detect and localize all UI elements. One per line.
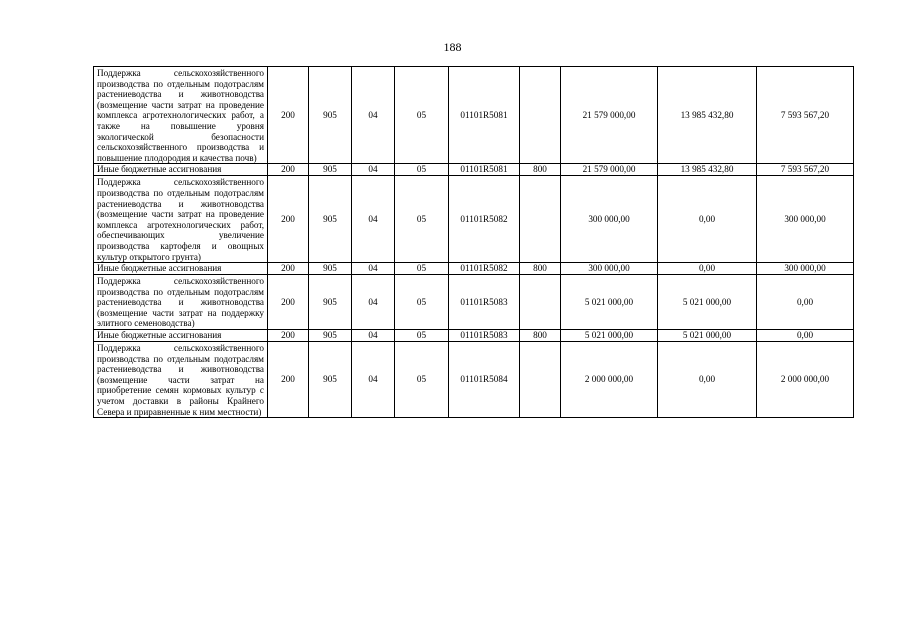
cell-type: 800 [520, 263, 561, 275]
cell-amount3: 2 000 000,00 [757, 342, 854, 418]
cell-type [520, 176, 561, 263]
cell-amount3: 0,00 [757, 330, 854, 342]
cell-amount1: 5 021 000,00 [561, 330, 658, 342]
budget-table [93, 66, 854, 418]
cell-code1: 200 [268, 342, 309, 418]
cell-amount2: 5 021 000,00 [658, 275, 757, 330]
cell-code1: 200 [268, 330, 309, 342]
cell-amount3: 7 593 567,20 [757, 67, 854, 164]
cell-code2: 905 [309, 330, 352, 342]
cell-target: 01101R5083 [449, 330, 520, 342]
row-name: Поддержка сельскохозяйственного производства по отдельным подотраслям растениеводства и животноводства (возмещение части затрат на поддержку элитного семеноводства) [94, 275, 268, 330]
cell-amount1: 300 000,00 [561, 176, 658, 263]
cell-code1: 200 [268, 263, 309, 275]
table-row [94, 164, 854, 176]
cell-target: 01101R5084 [449, 342, 520, 418]
cell-amount3: 7 593 567,20 [757, 164, 854, 176]
row-name: Поддержка сельскохозяйственного производства по отдельным подотраслям растениеводства и животноводства (возмещение части затрат на проведение комплекса агротехнологических работ, обеспечивающих увеличение производства картофеля и овощных культур открытого грунта) [94, 176, 268, 263]
cell-code4: 05 [395, 164, 449, 176]
cell-amount2: 13 985 432,80 [658, 164, 757, 176]
cell-code3: 04 [352, 263, 395, 275]
cell-code4: 05 [395, 67, 449, 164]
cell-code3: 04 [352, 342, 395, 418]
row-name: Иные бюджетные ассигнования [94, 263, 268, 275]
cell-code1: 200 [268, 275, 309, 330]
cell-target: 01101R5081 [449, 67, 520, 164]
cell-amount1: 2 000 000,00 [561, 342, 658, 418]
cell-amount1: 21 579 000,00 [561, 164, 658, 176]
cell-code2: 905 [309, 67, 352, 164]
table-row [94, 263, 854, 275]
cell-type: 800 [520, 330, 561, 342]
row-name: Поддержка сельскохозяйственного производства по отдельным подотраслям растениеводства и животноводства (возмещение части затрат на проведение комплекса агротехнологических работ, а также на повышение уровня экологической безопасности сельскохозяйственного производства и повышение плодородия и качества почв) [94, 67, 268, 164]
cell-code4: 05 [395, 176, 449, 263]
table-row [94, 176, 854, 263]
cell-amount1: 5 021 000,00 [561, 275, 658, 330]
cell-code3: 04 [352, 275, 395, 330]
cell-code4: 05 [395, 330, 449, 342]
cell-type: 800 [520, 164, 561, 176]
cell-target: 01101R5083 [449, 275, 520, 330]
cell-amount2: 5 021 000,00 [658, 330, 757, 342]
cell-code3: 04 [352, 330, 395, 342]
cell-code2: 905 [309, 263, 352, 275]
cell-target: 01101R5082 [449, 176, 520, 263]
table-row [94, 275, 854, 330]
cell-amount2: 13 985 432,80 [658, 67, 757, 164]
cell-code3: 04 [352, 176, 395, 263]
cell-target: 01101R5081 [449, 164, 520, 176]
cell-code1: 200 [268, 176, 309, 263]
cell-code1: 200 [268, 67, 309, 164]
row-name: Поддержка сельскохозяйственного производства по отдельным подотраслям растениеводства и животноводства (возмещение части затрат на приобретение семян кормовых культур с учетом доставки в районы Крайнего Севера и приравненные к ним местности) [94, 342, 268, 418]
cell-code4: 05 [395, 275, 449, 330]
cell-amount2: 0,00 [658, 342, 757, 418]
cell-code3: 04 [352, 67, 395, 164]
table-row [94, 342, 854, 418]
cell-amount3: 300 000,00 [757, 263, 854, 275]
row-name: Иные бюджетные ассигнования [94, 164, 268, 176]
cell-target: 01101R5082 [449, 263, 520, 275]
cell-type [520, 275, 561, 330]
cell-code2: 905 [309, 342, 352, 418]
cell-amount2: 0,00 [658, 263, 757, 275]
cell-amount1: 300 000,00 [561, 263, 658, 275]
row-name: Иные бюджетные ассигнования [94, 330, 268, 342]
table-row [94, 330, 854, 342]
page-number: 188 [443, 40, 462, 54]
cell-amount3: 0,00 [757, 275, 854, 330]
cell-amount1: 21 579 000,00 [561, 67, 658, 164]
cell-code4: 05 [395, 342, 449, 418]
table-row [94, 67, 854, 164]
cell-amount2: 0,00 [658, 176, 757, 263]
cell-code1: 200 [268, 164, 309, 176]
cell-code2: 905 [309, 275, 352, 330]
cell-type [520, 67, 561, 164]
cell-code3: 04 [352, 164, 395, 176]
cell-code2: 905 [309, 164, 352, 176]
cell-code4: 05 [395, 263, 449, 275]
cell-type [520, 342, 561, 418]
cell-code2: 905 [309, 176, 352, 263]
cell-amount3: 300 000,00 [757, 176, 854, 263]
